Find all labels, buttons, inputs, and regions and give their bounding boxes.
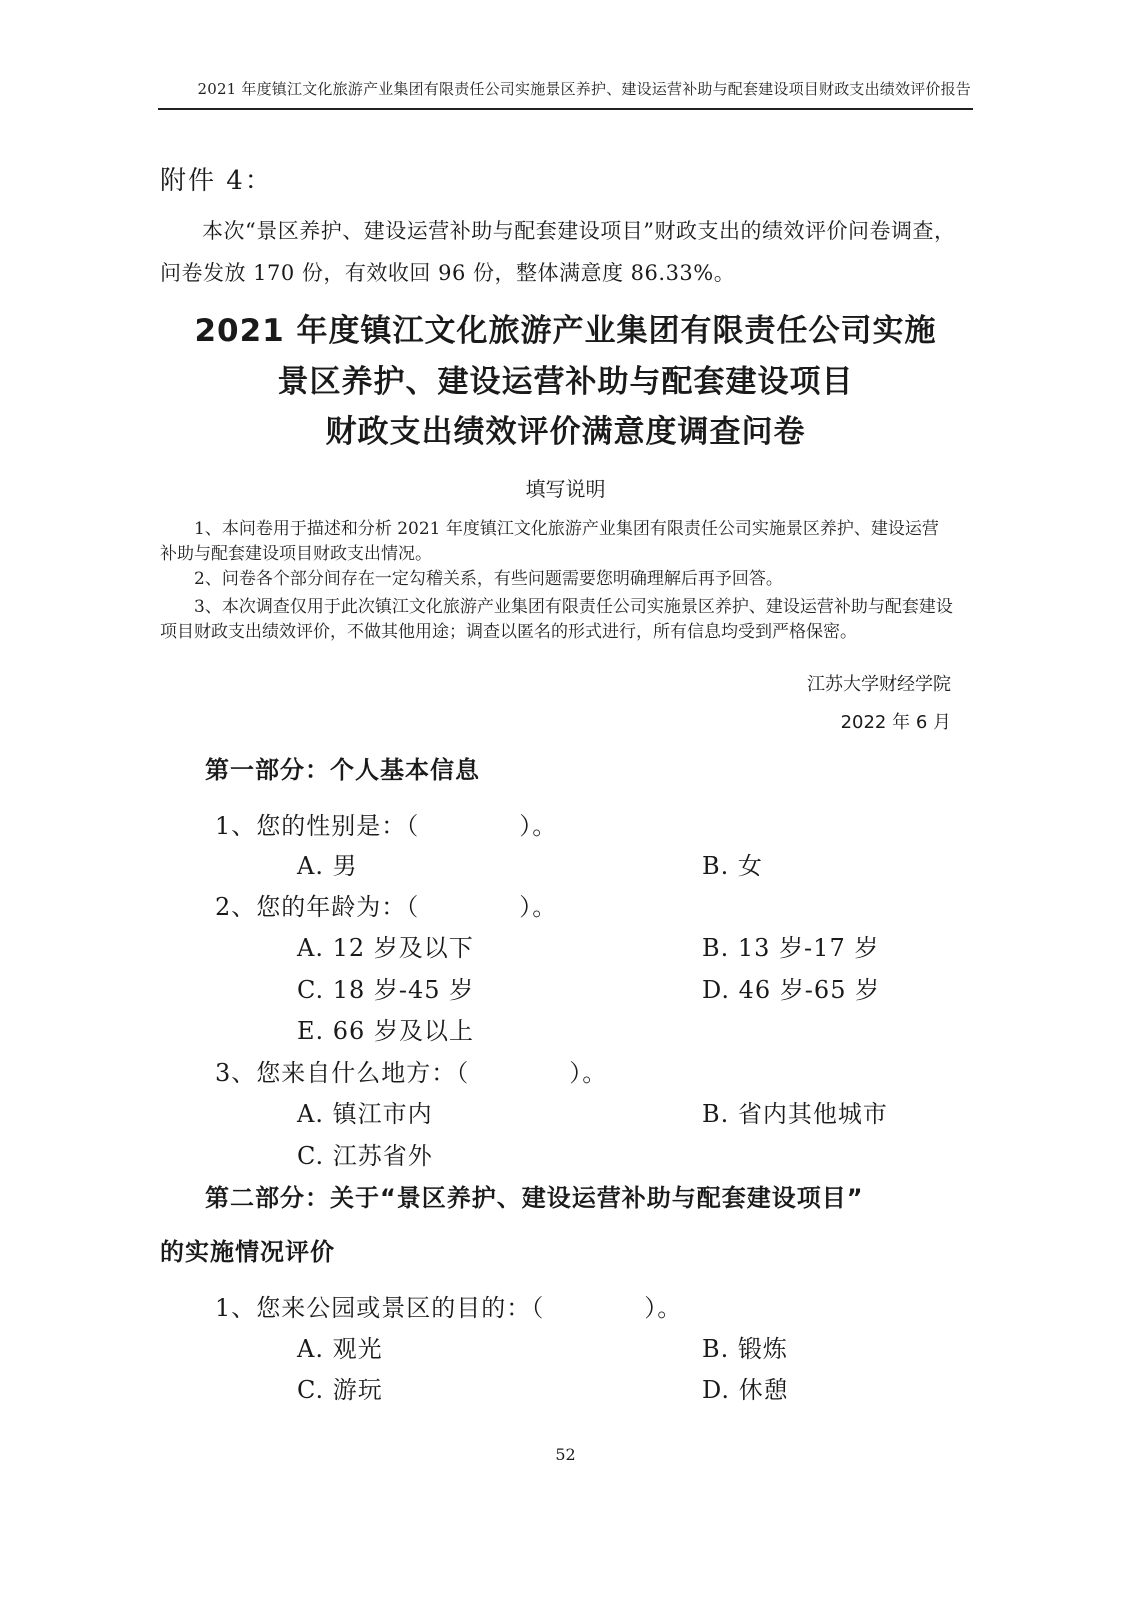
page-number: 52 [555,1445,576,1464]
question-age: 2、您的年龄为：（ ）。 [215,893,558,921]
option-age-a: A. 12 岁及以下 [297,934,474,962]
option-gender-a: A. 男 [297,852,358,880]
instruction-item-3: 3、本次调查仅用于此次镇江文化旅游产业集团有限责任公司实施景区养护、建设运营补助与配套建设项目财政支出绩效评价，不做其他用途；调查以匿名的形式进行，所有信息均受到严格保密。 [160,597,953,642]
instructions-heading: 填写说明 [525,477,606,501]
title-line-3: 财政支出绩效评价满意度调查问卷 [325,414,806,450]
header-divider [158,108,973,110]
option-purpose-a: A. 观光 [297,1335,383,1363]
title-line-2: 景区养护、建设运营补助与配套建设项目 [277,364,854,400]
part2-heading-continued: 的实施情况评价 [160,1238,335,1266]
instruction-item-1: 1、本问卷用于描述和分析 2021 年度镇江文化旅游产业集团有限责任公司实施景区养护、建设运营补助与配套建设项目财政支出情况。 [160,519,939,564]
option-gender-b: B. 女 [702,852,763,880]
option-age-c: C. 18 岁-45 岁 [297,976,475,1004]
part2-heading: 第二部分：关于“景区养护、建设运营补助与配套建设项目” [205,1184,864,1212]
instruction-item-2: 2、问卷各个部分间存在一定勾稽关系，有些问题需要您明确理解后再予回答。 [194,569,783,589]
option-purpose-d: D. 休憩 [702,1376,789,1404]
option-origin-b: B. 省内其他城市 [702,1100,888,1128]
option-origin-c: C. 江苏省外 [297,1142,433,1170]
option-purpose-b: B. 锻炼 [702,1335,788,1363]
question-purpose: 1、您来公园或景区的目的：（ ）。 [215,1294,683,1322]
question-origin: 3、您来自什么地方：（ ）。 [215,1059,608,1087]
intro-paragraph: 本次“景区养护、建设运营补助与配套建设项目”财政支出的绩效评价问卷调查，问卷发放 170 份，有效收回 96 份，整体满意度 86.33%。 [160,219,956,285]
option-age-d: D. 46 岁-65 岁 [702,976,881,1004]
survey-date: 2022 年 6 月 [840,712,951,733]
option-age-b: B. 13 岁-17 岁 [702,934,880,962]
option-origin-a: A. 镇江市内 [297,1100,433,1128]
option-age-e: E. 66 岁及以上 [297,1017,474,1045]
running-header: 2021 年度镇江文化旅游产业集团有限责任公司实施景区养护、建设运营补助与配套建设项目财政支出绩效评价报告 [197,80,971,98]
attachment-label: 附件 4： [160,166,273,196]
organization-name: 江苏大学财经学院 [807,674,951,695]
part1-heading: 第一部分：个人基本信息 [205,756,480,784]
title-line-1: 2021 年度镇江文化旅游产业集团有限责任公司实施 [194,313,937,349]
question-gender: 1、您的性别是：（ ）。 [215,812,558,840]
option-purpose-c: C. 游玩 [297,1376,383,1404]
